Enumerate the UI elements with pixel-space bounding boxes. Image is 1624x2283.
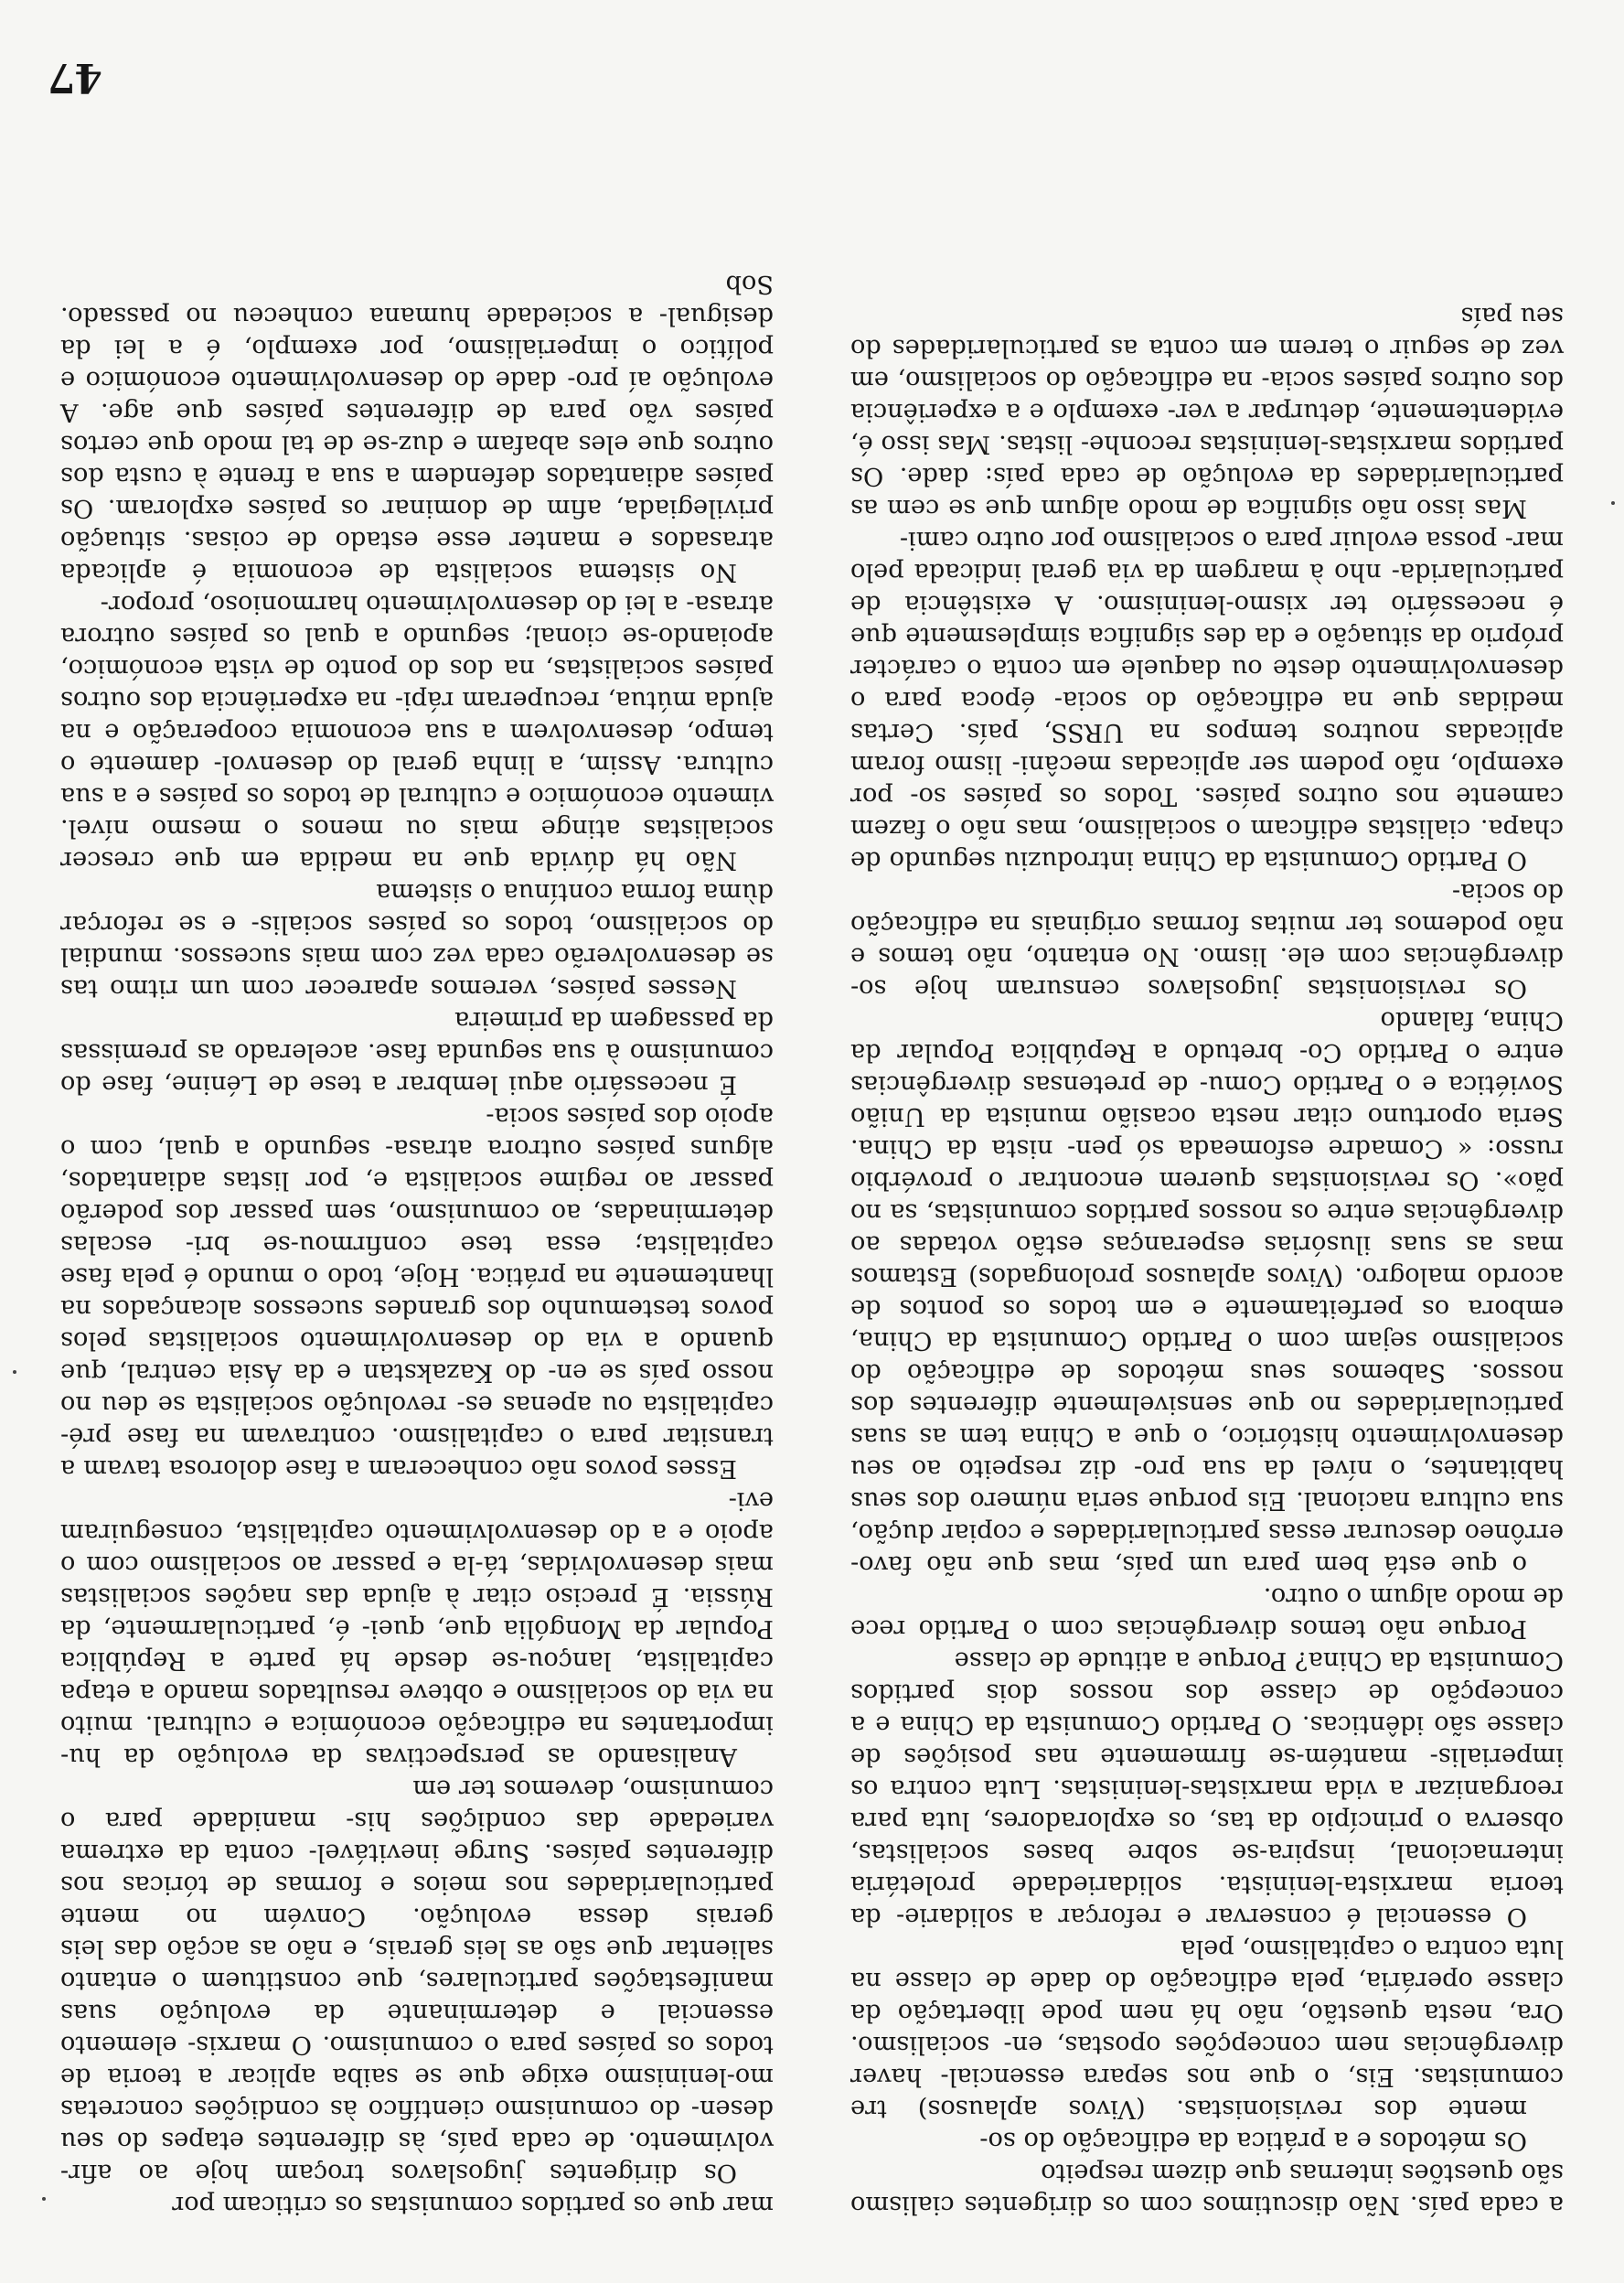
paragraph: No sistema socialista de economia é aplicada atrasados e manter esse estado de coisas. situação privilegiada, afim de dominar os países exploram. Os países adiantados defendem a sua a frente à custa dos outros que eles abafam e duz-se de tal modo que certos países vão para de diferentes países que age. A evolução aí pro- dade do desenvolvimento económico e político o imperialismo, por exemplo, é a lei da desigual- a sociedade humana conheceu no passado. Sob — [60, 270, 774, 586]
paragraph: É necessário aqui lembrar a tese de Lénine, fase do comunismo à sua segunda fase. acelerado as premissas da passagem da primeira — [60, 1006, 774, 1099]
paragraph: Não há dúvida que na medida em que crescer socialistas atinge mais ou menos o mesmo nível. vimento económico e cultural de todos os países e a sua cultura. Assim, a linha geral do desenvol- damente o tempo, desenvolvem a sua economia cooperação e na ajuda mútua, recuperam rápi- na experiência dos outros países socialistas, na dos do ponto de vista económico, apoiando-se cional; segundo a qual os países outrora atrasa- a lei do desenvolvimento harmonioso, propor- — [60, 590, 774, 874]
paragraph: Nesses países, veremos aparecer com um ritmo tas se desenvolverão cada vez com mais sucessos. mundial do socialismo, todos os países socialis- e se reforçar dùma forma contínua o sistema — [60, 878, 774, 1002]
paragraph: Porque não temos divergências com o Partido rece de modo algum o outro. — [850, 1582, 1564, 1643]
paragraph: O essencial é conservar e reforçar a solidarie- da teoria marxista-leninista. solidariedade proletária internacional, inspira-se sobre bases socialistas, observa o princípio da tas, os exploradores, luta para reorganizar a vida marxistas-leninistas. Luta contra os imperialis- mantém-se firmemente nas posições de classe são idênticas. O Partido Comunista da China e a concepção de classe dos nossos dois partidos Comunista da China? Porque a atitude de classe — [850, 1646, 1564, 1931]
paragraph: Mas isso não significa de modo algum que se cem as particularidades da evolução de cada país: dade. Os partidos marxistas-leninistas reconhe- listas. Mas isso é, evidentemente, deturpar a ver- exemplo e a experiência dos outros países socia- na edificação do socialismo, em vez de seguir o terem em conta as particularidades do seu país — [850, 302, 1564, 522]
paragraph: mar que os partidos comunistas os criticam por — [172, 2191, 774, 2219]
scan-speck — [42, 2197, 46, 2201]
paragraph: Os dirigentes jugoslavos troçam hoje ao afir- volvimento. de cada país, às diferentes etapes do seu desen- do comunismo científico às condições concretas mo-leninismo exige que se saiba aplicar a teoria de todos os países para o comunismo. O marxis- elemento essencial e determinante da evolução suas manifestações particulares, que constituem o entanto salientar que são as leis gerais, e não as acção das leis gerais dessa evolução. Convém no mente particularidades nos meios e formas de tóricas nos diferentes países. Surge inevitável- conta da extrema variedade das condições his- manidade para o comunismo, devemos ter em — [60, 1774, 774, 2187]
paragraph: O Partido Comunista da China introduziu segundo de chapa. cialistas edificam o socialismo, mas não o fazem camente nos outros países. Todos os países so- por exemplo, não podem ser aplicadas mecâni- lismo foram aplicadas noutros tempos na URSS, país. Certas medidas que na edificação do socia- época para o desenvolvimento deste ou daquele em conta o carácter próprio da situação e da des significa simplesmente que é necessário ter xismo-leninismo. A existência de particularida- nho à margem da via geral indicada pelo mar- possa evoluir para o socialismo por outro cami- — [850, 526, 1564, 874]
paragraph: a cada país. Não discutimos com os dirigentes cialismo são questões internas que dizem respeito — [850, 2159, 1564, 2219]
page-number: 47 — [48, 54, 102, 101]
text-column-right — [60, 268, 774, 2221]
scan-speck — [13, 1370, 16, 1374]
paragraph: mente dos revisionistas. (Vivos aplausos) tre comunistas. Eis, o que nos separa essencial- haver divergências nem concepções opostas, en- socialismo. Ora, nesta questão, não há nem pode libertação da classe operária, pela edificação do dade de classe na luta contra o capitalismo, pela — [850, 1935, 1564, 2123]
paragraph: o que está bem para um país, mas que não favo- errôneo descurar essas particularidades e copiar dução, sua cultura nacional. Eis porque seria número dos seus habitantes, o nível da sua pro- diz respeito ao seu desenvolvimento histórico, o que a China tem as suas particularidades no que sensivelmente diferentes dos nossos. Sabemos seus métodos de edificação do socialismo sejam com o Partido Comunista da China, embora os perfeitamente e em todos os pontos de acordo malogro. (Vivos aplausos prolongados) Estamos mas as suas ilusórias esperanças estão votadas ao divergências entre os nossos partidos comunistas, sa no pão». Os revisionistas querem encontrar o provérbio russo: « Comadre esfomeada só pen- nista da China. Seria oportuno citar nesta ocasião munista da União Soviética e o Partido Comu- de pretensas divergências entre o Partido Co- bretudo a República Popular da China, falando — [850, 1006, 1564, 1579]
paragraph: Esses povos não conheceram a fase dolorosa tavam a transitar para o capitalismo. contravam na fase pré-capitalista ou apenas es- revolução socialista se deu no nosso país se en- do Kazakstan e da Ásia central, que quando a via do desenvolvimento socialistas pelos povos testemunho dos grandes sucessos alcançados na lhantemente na prática. Hoje, todo o mundo é pela fase capitalista; essa tese confirmou-se bri- escalas determinadas, ao comunismo, sem passar dos poderão passar ao regime socialista e, por listas adiantados, alguns países outrora atrasa- segundo a qual, com o apoio dos países socia- — [60, 1102, 774, 1483]
text-column-left — [850, 300, 1564, 2221]
paragraph: Os métodos e a prática da edificação do so- — [979, 2127, 1527, 2155]
scan-speck — [1611, 501, 1615, 505]
paragraph: Os revisionistas jugoslavos censuram hoje so- divergências com ele. lismo. No entanto, não temos e não podemos ter muitas formas originais na edificação do socia- — [850, 878, 1564, 1002]
paragraph: Analisando as perspectivas da evolução da hu- importantes na edificação económica e cultural. muito na via do socialismo e obteve resultados mando a etapa capitalista, lançou-se desde há parte a República Popular da Mongólia que, quei- é, particularmente, da Rússia. É preciso citar à ajuda das nações socialistas mais desenvolvidas, tá-la e passar ao socialismo com o apoio e a do desenvolvimento capitalista, conseguiram evi- — [60, 1486, 774, 1771]
